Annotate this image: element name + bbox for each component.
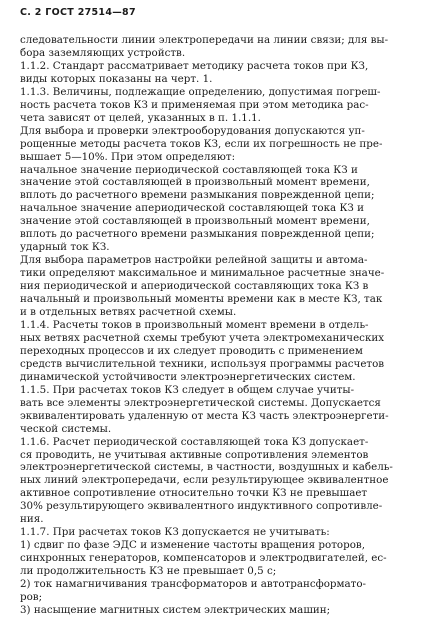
paragraph: 1.1.3. Величины, подлежащие определению, допустимая погреш- ность расчета токов КЗ и применяемая при этом методика рас- чета зависят от целей, указанных в п. 1.1.1. <box>20 85 381 124</box>
paragraph: Для выбора параметров настройки релейной защиты и автома- тики определяют максимальное и минимальное расчетные значе- ния периодической и апериодической составляющих тока КЗ в начальный и произвольный моменты времени как в месте КЗ, так и в отдельных ветвях расчетной схемы. <box>20 254 385 319</box>
document-body <box>20 34 432 617</box>
paragraph: следовательности линии электропередачи на линии связи; для вы- бора заземляющих устройств. <box>20 34 389 59</box>
paragraph: 1.1.6. Расчет периодической составляющей тока КЗ допускает- ся проводить, не учитывая активные сопротивления элементов электроэнергетической системы, в частности, воздушных и кабель- ных линий электропередачи, если результирующее эквивалентное активное сопротивление относительно точки КЗ не превышает 30% результирующего эквивалентного индуктивного сопротивле- ния. <box>20 435 393 526</box>
paragraph: Для выбора и проверки электрооборудования допускаются уп- рощенные методы расчета токов КЗ, если их погрешность не пре- вышает 5—10%. При этом определяют: <box>20 124 383 163</box>
paragraph: 1.1.4. Расчеты токов в произвольный момент времени в отдель- ных ветвях расчетной схемы требуют учета электромеханических переходных процессов и их следует проводить с применением средств вычислительной техники, используя программы расчетов динамической устойчивости электроэнергетических систем. <box>20 318 385 383</box>
paragraph: 3) насыщение магнитных систем электрических машин; <box>20 603 331 616</box>
paragraph: 1.1.2. Стандарт рассматривает методику расчета токов при КЗ, виды которых показаны на черт. 1. <box>20 59 369 85</box>
paragraph: начальное значение апериодической составляющей тока КЗ и значение этой составляющей в произвольный момент времени, вплоть до расчетного времени размыкания поврежденной цепи; <box>20 202 375 241</box>
paragraph: 1.1.7. При расчетах токов КЗ допускается не учитывать: <box>20 526 330 539</box>
paragraph: начальное значение периодической составляющей тока КЗ и значение этой составляющей в произвольный момент времени, вплоть до расчетного времени размыкания поврежденной цепи; <box>20 163 375 202</box>
page-header: С. 2 ГОСТ 27514—87 <box>20 7 136 18</box>
paragraph: 1.1.5. При расчетах токов КЗ следует в общем случае учиты- вать все элементы электроэнергетической системы. Допускается эквивалентировать удаленную от места КЗ часть электроэнергети- ческой системы. <box>20 383 389 435</box>
paragraph: 2) ток намагничивания трансформаторов и автотрансформато- ров; <box>20 578 367 603</box>
paragraph: 1) сдвиг по фазе ЭДС и изменение частоты вращения роторов, синхронных генераторов, компенсаторов и электродвигателей, ес- ли продолжительность КЗ не превышает 0,5 с; <box>20 539 387 578</box>
paragraph: ударный ток КЗ. <box>20 241 110 254</box>
